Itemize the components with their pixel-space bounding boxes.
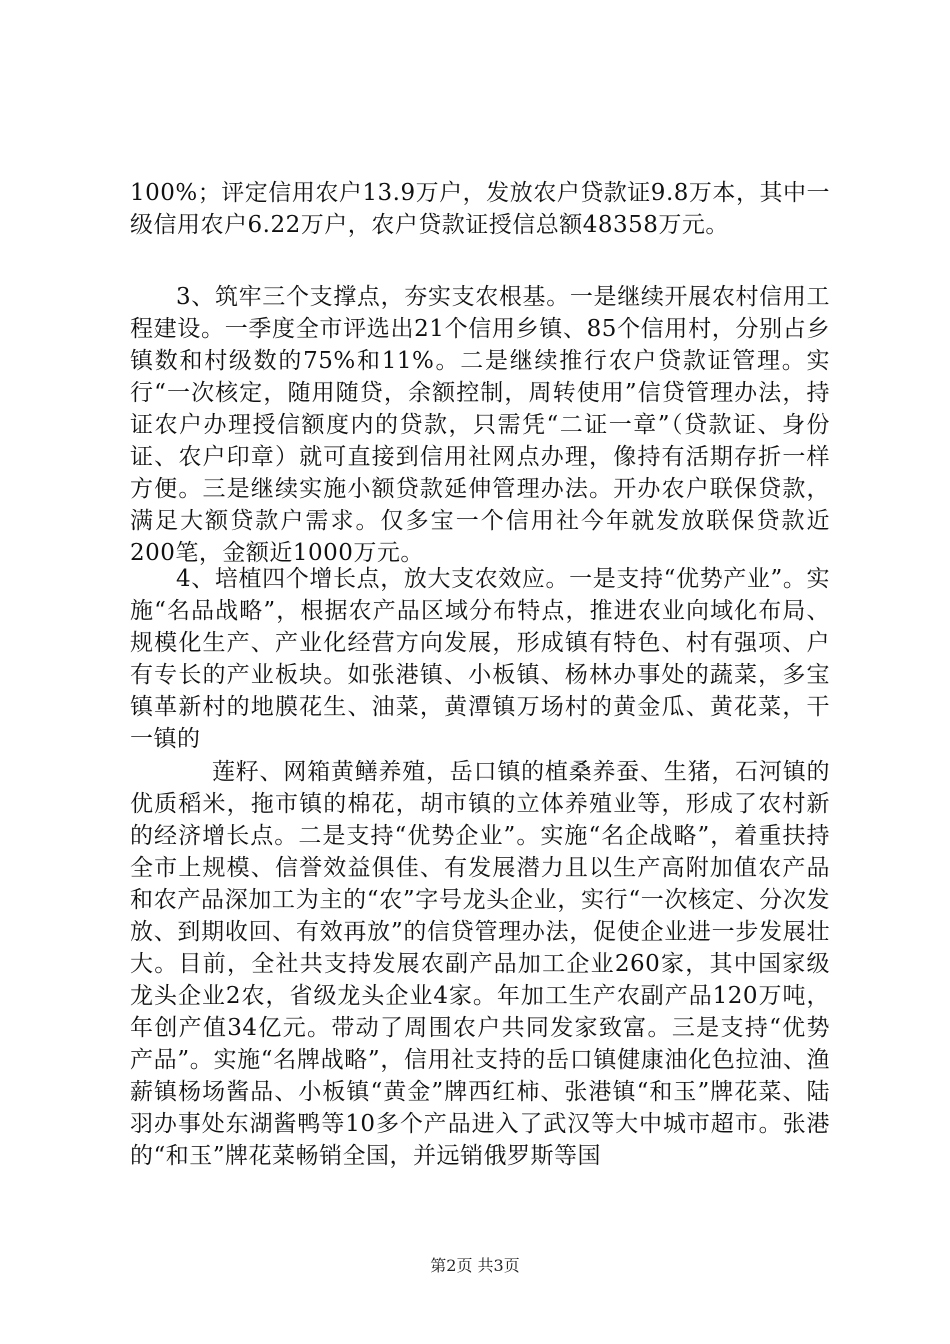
paragraph-growth-points: 4、培植四个增长点，放大支农效应。一是支持“优势产业”。实施“名品战略”，根据农产品区域分布特点，推进农业向域化布局、规模化生产、产业化经营方向发展，形成镇有特色、村有强项、户有专长的产业板块。如张港镇、小板镇、杨林办事处的蔬菜，多宝镇革新村的地膜花生、油菜，黄潭镇万场村的黄金瓜、黄花菜，干一镇的 <box>130 566 830 752</box>
paragraph-support-points: 3、筑牢三个支撑点，夯实支农根基。一是继续开展农村信用工程建设。一季度全市评选出21个信用乡镇、85个信用村，分别占乡镇数和村级数的75%和11%。二是继续推行农户贷款证管理。实行“一次核定，随用随贷，余额控制，周转使用”信贷管理办法，持证农户办理授信额度内的贷款，只需凭“二证一章”（贷款证、身份证、农户印章）就可直接到信用社网点办理，像持有活期存折一样方便。三是继续实施小额贷款延伸管理办法。开办农户联保贷款，满足大额贷款户需求。仅多宝一个信用社今年就发放联保贷款近200笔，金额近1000万元。 <box>130 284 830 566</box>
paragraph-growth-continued: 莲籽、网箱黄鳝养殖，岳口镇的植桑养蚕、生猪，石河镇的优质稻米，拖市镇的棉花，胡市镇的立体养殖业等，形成了农村新的经济增长点。二是支持“优势企业”。实施“名企战略”，着重扶持全市上规模、信誉效益俱佳、有发展潜力且以生产高附加值农产品和农产品深加工为主的“农”字号龙头企业，实行“一次核定、分次发放、到期收回、有效再放”的信贷管理办法，促使企业进一步发展壮大。目前，全社共支持发展农副产品加工企业260家，其中国家级龙头企业2农，省级龙头企业4家。年加工生产农副产品120万吨，年创产值34亿元。带动了周围农户共同发家致富。三是支持“优势产品”。实施“名牌战略”，信用社支持的岳口镇健康油化色拉油、渔薪镇杨场酱品、小板镇“黄金”牌西红柿、张港镇“和玉”牌花菜、陆羽办事处东湖酱鸭等10多个产品进入了武汉等大中城市超市。张港的“和玉”牌花菜畅销全国，并远销俄罗斯等国 <box>130 759 830 1169</box>
page-number-footer: 第2页 共3页 <box>430 1256 520 1275</box>
paragraph-credit-households: 100%；评定信用农户13.9万户，发放农户贷款证9.8万本，其中一级信用农户6.22万户，农户贷款证授信总额48358万元。 <box>130 180 830 238</box>
